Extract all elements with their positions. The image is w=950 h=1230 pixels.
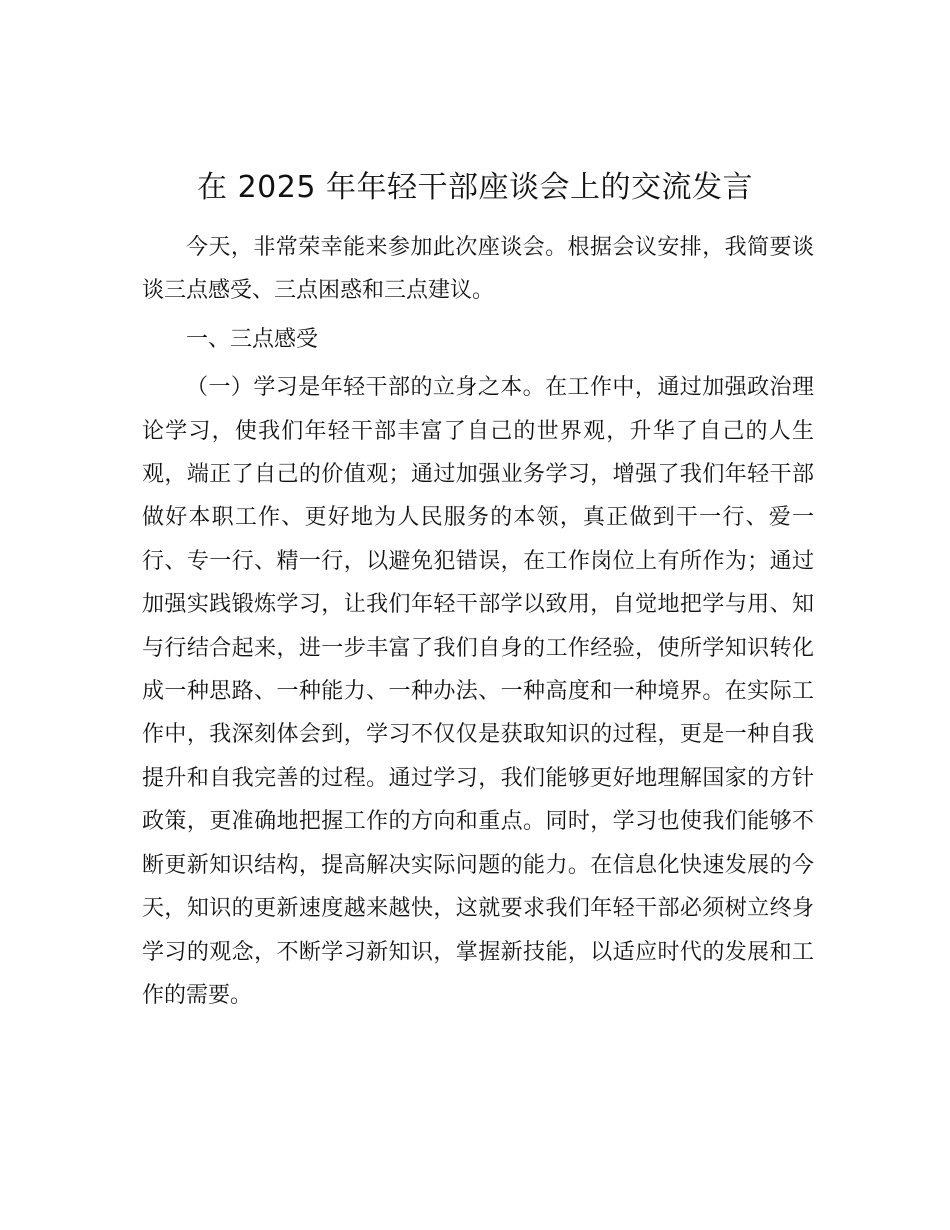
document-title: 在 2025 年年轻干部座谈会上的交流发言 [197,170,753,205]
body-paragraph: （一）学习是年轻干部的立身之本。在工作中，通过加强政治理论学习，使我们年轻干部丰富了自己的世界观，升华了自己的人生观，端正了自己的价值观；通过加强业务学习，增强了我们年轻干部做好本职工作、更好地为人民服务的本领，真正做到干一行、爱一行、专一行、精一行，以避免犯错误，在工作岗位上有所作为；通过加强实践锻炼学习，让我们年轻干部学以致用，自觉地把学与用、知与行结合起来，进一步丰富了我们自身的工作经验，使所学知识转化成一种思路、一种能力、一种办法、一种高度和一种境界。在实际工作中，我深刻体会到，学习不仅仅是获取知识的过程，更是一种自我提升和自我完善的过程。通过学习，我们能够更好地理解国家的方针政策，更准确地把握工作的方向和重点。同时，学习也使我们能够不断更新知识结构，提高解决实际问题的能力。在信息化快速发展的今天，知识的更新速度越来越快，这就要求我们年轻干部必须树立终身学习的观念，不断学习新知识，掌握新技能，以适应时代的发展和工作的需要。 [142,375,814,1008]
intro-paragraph: 今天，非常荣幸能来参加此次座谈会。根据会议安排，我简要谈谈三点感受、三点困惑和三点建议。 [142,235,814,304]
document-body [142,226,814,1022]
section-heading: 一、三点感受 [186,326,319,352]
